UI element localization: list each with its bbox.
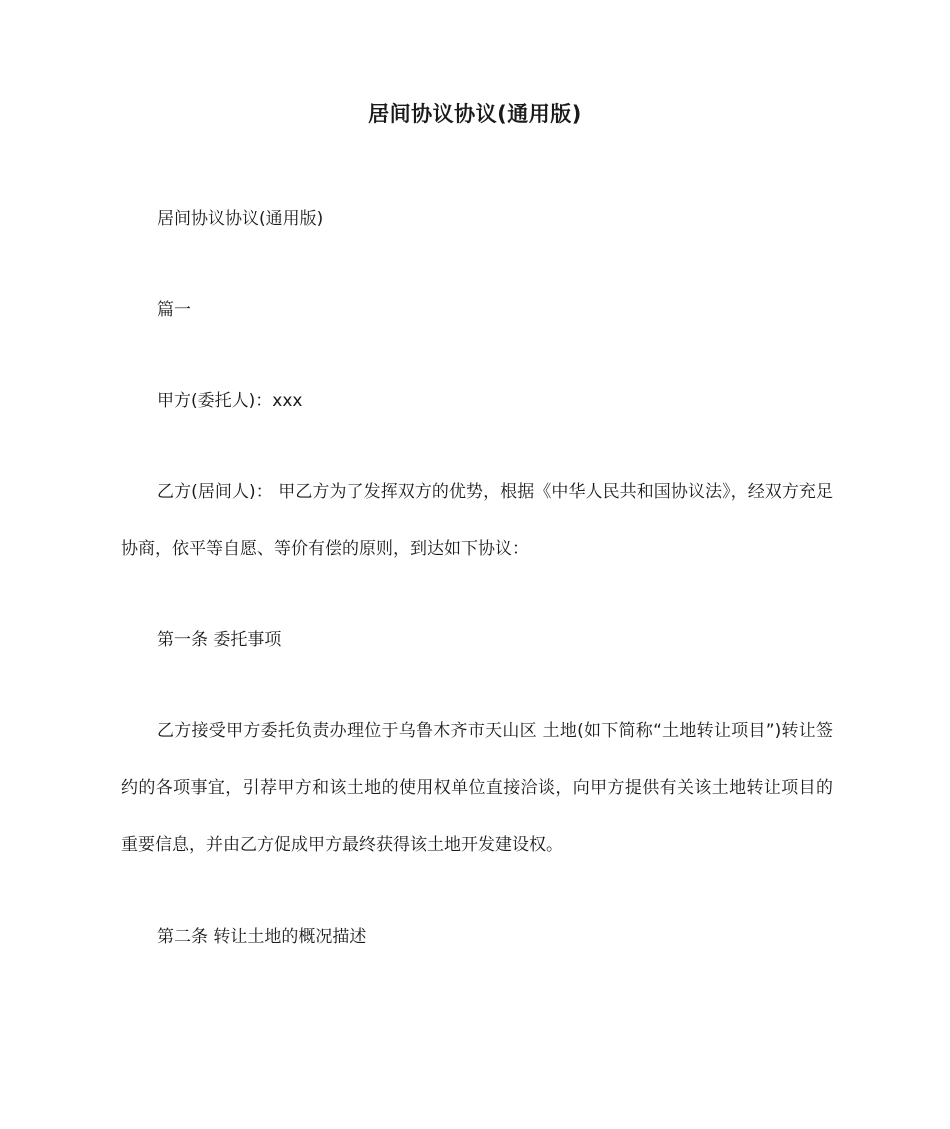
party-b-paragraph: 乙方(居间人)： 甲乙方为了发挥双方的优势，根据《中华人民共和国协议法》，经双方充足协商，依平等自愿、等价有偿的原则，到达如下协议：: [121, 482, 833, 559]
party-a-paragraph: 甲方(委托人)：xxx: [157, 391, 303, 411]
article-one-body: 乙方接受甲方委托负责办理位于乌鲁木齐市天山区 土地(如下简称“土地转让项目”)转让签约的各项事宜，引荐甲方和该土地的使用权单位直接洽谈，向甲方提供有关该土地转让项目的重要信息，并由乙方促成甲方最终获得该土地开发建设权。: [121, 721, 833, 855]
section-label-paragraph: 篇一: [157, 300, 191, 320]
article-two-heading: 第二条 转让土地的概况描述: [157, 927, 367, 947]
article-one-heading: 第一条 委托事项: [157, 630, 282, 650]
document-title: 居间协议协议(通用版): [368, 102, 582, 126]
subtitle-paragraph: 居间协议协议(通用版): [157, 209, 324, 229]
